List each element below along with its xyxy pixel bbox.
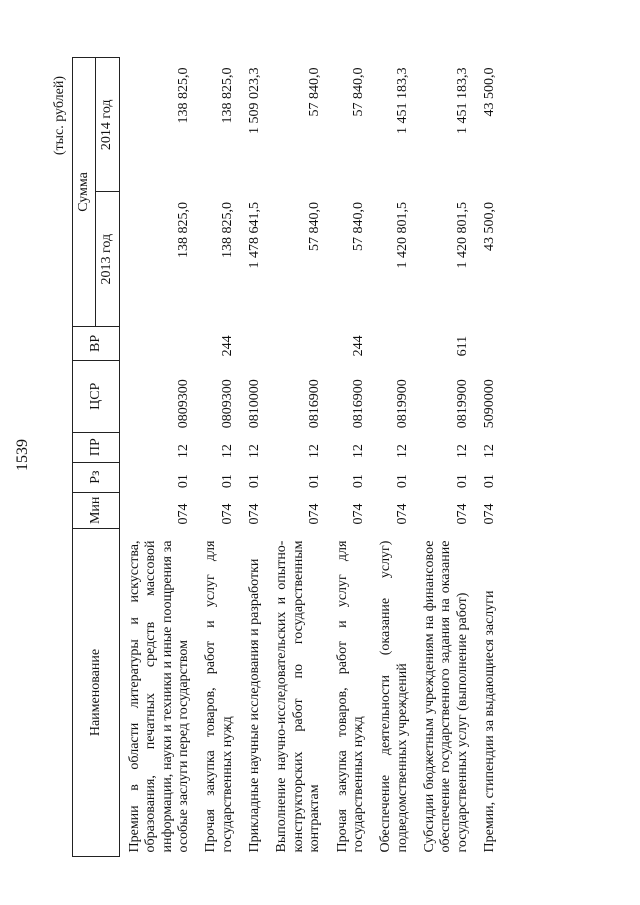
header-2014: 2014 год — [96, 58, 119, 192]
header-2013: 2013 год — [96, 192, 119, 326]
row-csr: 0819900 — [394, 379, 410, 429]
row-rz: 01 — [307, 474, 323, 489]
row-rz: 01 — [247, 474, 262, 489]
table-row — [328, 58, 372, 857]
row-pr: 12 — [307, 444, 323, 459]
row-amount-2014: 1 509 023,3 — [247, 67, 262, 134]
row-pr: 12 — [350, 444, 366, 459]
row-vr — [240, 326, 267, 360]
row-vr: 244 — [219, 335, 235, 357]
table-row — [196, 58, 240, 857]
row-amount-2013: 138 825,0 — [175, 201, 191, 258]
header-csr: ЦСР — [73, 360, 120, 432]
row-csr: 0810000 — [247, 379, 262, 429]
header-rz: Рз — [73, 462, 120, 492]
row-csr: 5090000 — [482, 379, 498, 429]
row-min: 074 — [175, 503, 191, 525]
row-rz: 01 — [394, 474, 410, 489]
units-label: (тыс. рублей) — [52, 76, 67, 156]
row-csr: 0816900 — [307, 379, 323, 429]
row-min: 074 — [482, 503, 498, 525]
budget-table — [72, 57, 503, 857]
row-vr — [267, 326, 327, 360]
table-row — [371, 58, 415, 857]
row-pr: 12 — [394, 444, 410, 459]
row-vr — [475, 326, 502, 360]
row-amount-2014: 57 840,0 — [350, 67, 366, 117]
row-rz: 01 — [219, 474, 235, 489]
row-name: Выполнение научно-исследовательских и опытно-конструкторских работ по государственным контрактам — [274, 540, 323, 853]
row-amount-2014: 43 500,0 — [482, 67, 498, 117]
row-name: Прочая закупка товаров, работ и услуг для государственных нужд — [203, 540, 235, 853]
row-min: 074 — [350, 503, 366, 525]
row-min: 074 — [307, 503, 323, 525]
table-row — [267, 58, 327, 857]
row-amount-2014: 57 840,0 — [307, 67, 323, 117]
row-name: Субсидии бюджетным учреждениям на финансовое обеспечение государственного задания на оказание государственных услуг (выполнение работ) — [422, 540, 470, 853]
row-amount-2013: 57 840,0 — [307, 201, 323, 251]
table-row — [119, 58, 196, 857]
row-pr: 12 — [482, 444, 498, 459]
header-vr: ВР — [73, 326, 120, 360]
table-row — [475, 58, 502, 857]
row-amount-2014: 138 825,0 — [219, 67, 235, 124]
row-csr: 0809300 — [219, 379, 235, 429]
row-csr: 0819900 — [454, 379, 470, 429]
row-vr — [371, 326, 415, 360]
row-name: Прочая закупка товаров, работ и услуг для государственных нужд — [334, 540, 366, 853]
row-csr: 0809300 — [175, 379, 191, 429]
row-pr: 12 — [219, 444, 235, 459]
row-amount-2014: 1 451 183,3 — [454, 67, 470, 134]
row-vr — [119, 326, 196, 360]
row-amount-2013: 1 478 641,5 — [247, 201, 262, 269]
row-vr: 244 — [350, 335, 366, 357]
row-amount-2013: 138 825,0 — [219, 201, 235, 258]
row-rz: 01 — [482, 474, 498, 489]
table-row — [415, 58, 475, 857]
row-pr: 12 — [247, 444, 262, 459]
header-min: Мин — [73, 492, 120, 528]
row-amount-2013: 57 840,0 — [350, 201, 366, 251]
row-amount-2014: 1 451 183,3 — [394, 67, 410, 134]
row-pr: 12 — [454, 444, 470, 459]
row-min: 074 — [454, 503, 470, 525]
table-body — [119, 58, 502, 857]
row-rz: 01 — [175, 474, 191, 489]
row-min: 074 — [247, 503, 262, 525]
row-name: Прикладные научные исследования и разработки — [247, 558, 262, 853]
row-rz: 01 — [454, 474, 470, 489]
row-vr: 611 — [454, 335, 470, 357]
header-sum: Сумма — [73, 58, 96, 327]
row-rz: 01 — [350, 474, 366, 489]
row-name: Премии, стипендии за выдающиеся заслуги — [482, 590, 498, 853]
row-pr: 12 — [175, 444, 191, 459]
row-name: Обеспечение деятельности (оказание услуг) подведомственных учреждений — [378, 540, 410, 853]
row-amount-2013: 43 500,0 — [482, 201, 498, 251]
row-name: Премии в области литературы и искусства, образования, печатных средств массовой информации, науки и техники и иные поощрения за особые заслуги перед государством — [126, 540, 191, 853]
page-number: 1539 — [14, 439, 31, 471]
table-row — [240, 58, 267, 857]
header-name: Наименование — [73, 529, 120, 857]
row-min: 074 — [394, 503, 410, 525]
header-pr: ПР — [73, 432, 120, 462]
row-amount-2014: 138 825,0 — [175, 67, 191, 124]
row-amount-2013: 1 420 801,5 — [394, 201, 410, 269]
row-csr: 0816900 — [350, 379, 366, 429]
row-min: 074 — [219, 503, 235, 525]
row-amount-2013: 1 420 801,5 — [454, 201, 470, 269]
